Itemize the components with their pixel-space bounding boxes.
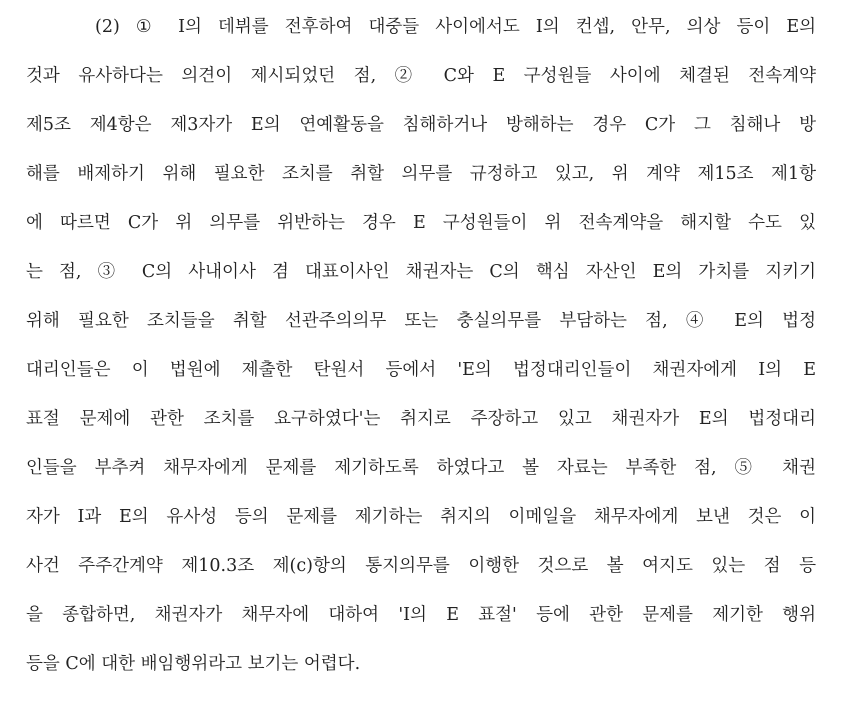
paragraph-line-2: 것과 유사하다는 의견이 제시되었던 점, ② C와 E 구성원들 사이에 체결된 전속계약 bbox=[26, 66, 816, 86]
paragraph-line-9: 표절 문제에 관한 조치를 요구하였다'는 취지로 주장하고 있고 채권자가 E의 법정대리 bbox=[26, 409, 816, 429]
paragraph-line-8: 대리인들은 이 법원에 제출한 탄원서 등에서 'E의 법정대리인들이 채권자에게 I의 E bbox=[26, 360, 816, 380]
paragraph-line-7: 위해 필요한 조치들을 취할 선관주의의무 또는 충실의무를 부담하는 점, ④ E의 법정 bbox=[26, 311, 816, 331]
paragraph-line-3: 제5조 제4항은 제3자가 E의 연예활동을 침해하거나 방해하는 경우 C가 그 침해나 방 bbox=[26, 115, 816, 135]
paragraph-line-1: (2) ① I의 데뷔를 전후하여 대중들 사이에서도 I의 컨셉, 안무, 의상 등이 E의 bbox=[95, 17, 816, 37]
paragraph-line-12: 사건 주주간계약 제10.3조 제(c)항의 통지의무를 이행한 것으로 볼 여지도 있는 점 등 bbox=[26, 556, 816, 576]
paragraph-line-4: 해를 배제하기 위해 필요한 조치를 취할 의무를 규정하고 있고, 위 계약 제15조 제1항 bbox=[26, 164, 816, 184]
paragraph-line-6: 는 점, ③ C의 사내이사 겸 대표이사인 채권자는 C의 핵심 자산인 E의 가치를 지키기 bbox=[26, 262, 816, 282]
paragraph-line-14: 등을 C에 대한 배임행위라고 보기는 어렵다. bbox=[26, 654, 361, 674]
paragraph-line-10: 인들을 부추켜 채무자에게 문제를 제기하도록 하였다고 볼 자료는 부족한 점, ⑤ 채권 bbox=[26, 458, 816, 478]
paragraph-line-5: 에 따르면 C가 위 의무를 위반하는 경우 E 구성원들이 위 전속계약을 해지할 수도 있 bbox=[26, 213, 816, 233]
paragraph-line-13: 을 종합하면, 채권자가 채무자에 대하여 'I의 E 표절' 등에 관한 문제를 제기한 행위 bbox=[26, 605, 816, 625]
paragraph-line-11: 자가 I과 E의 유사성 등의 문제를 제기하는 취지의 이메일을 채무자에게 보낸 것은 이 bbox=[26, 507, 816, 527]
